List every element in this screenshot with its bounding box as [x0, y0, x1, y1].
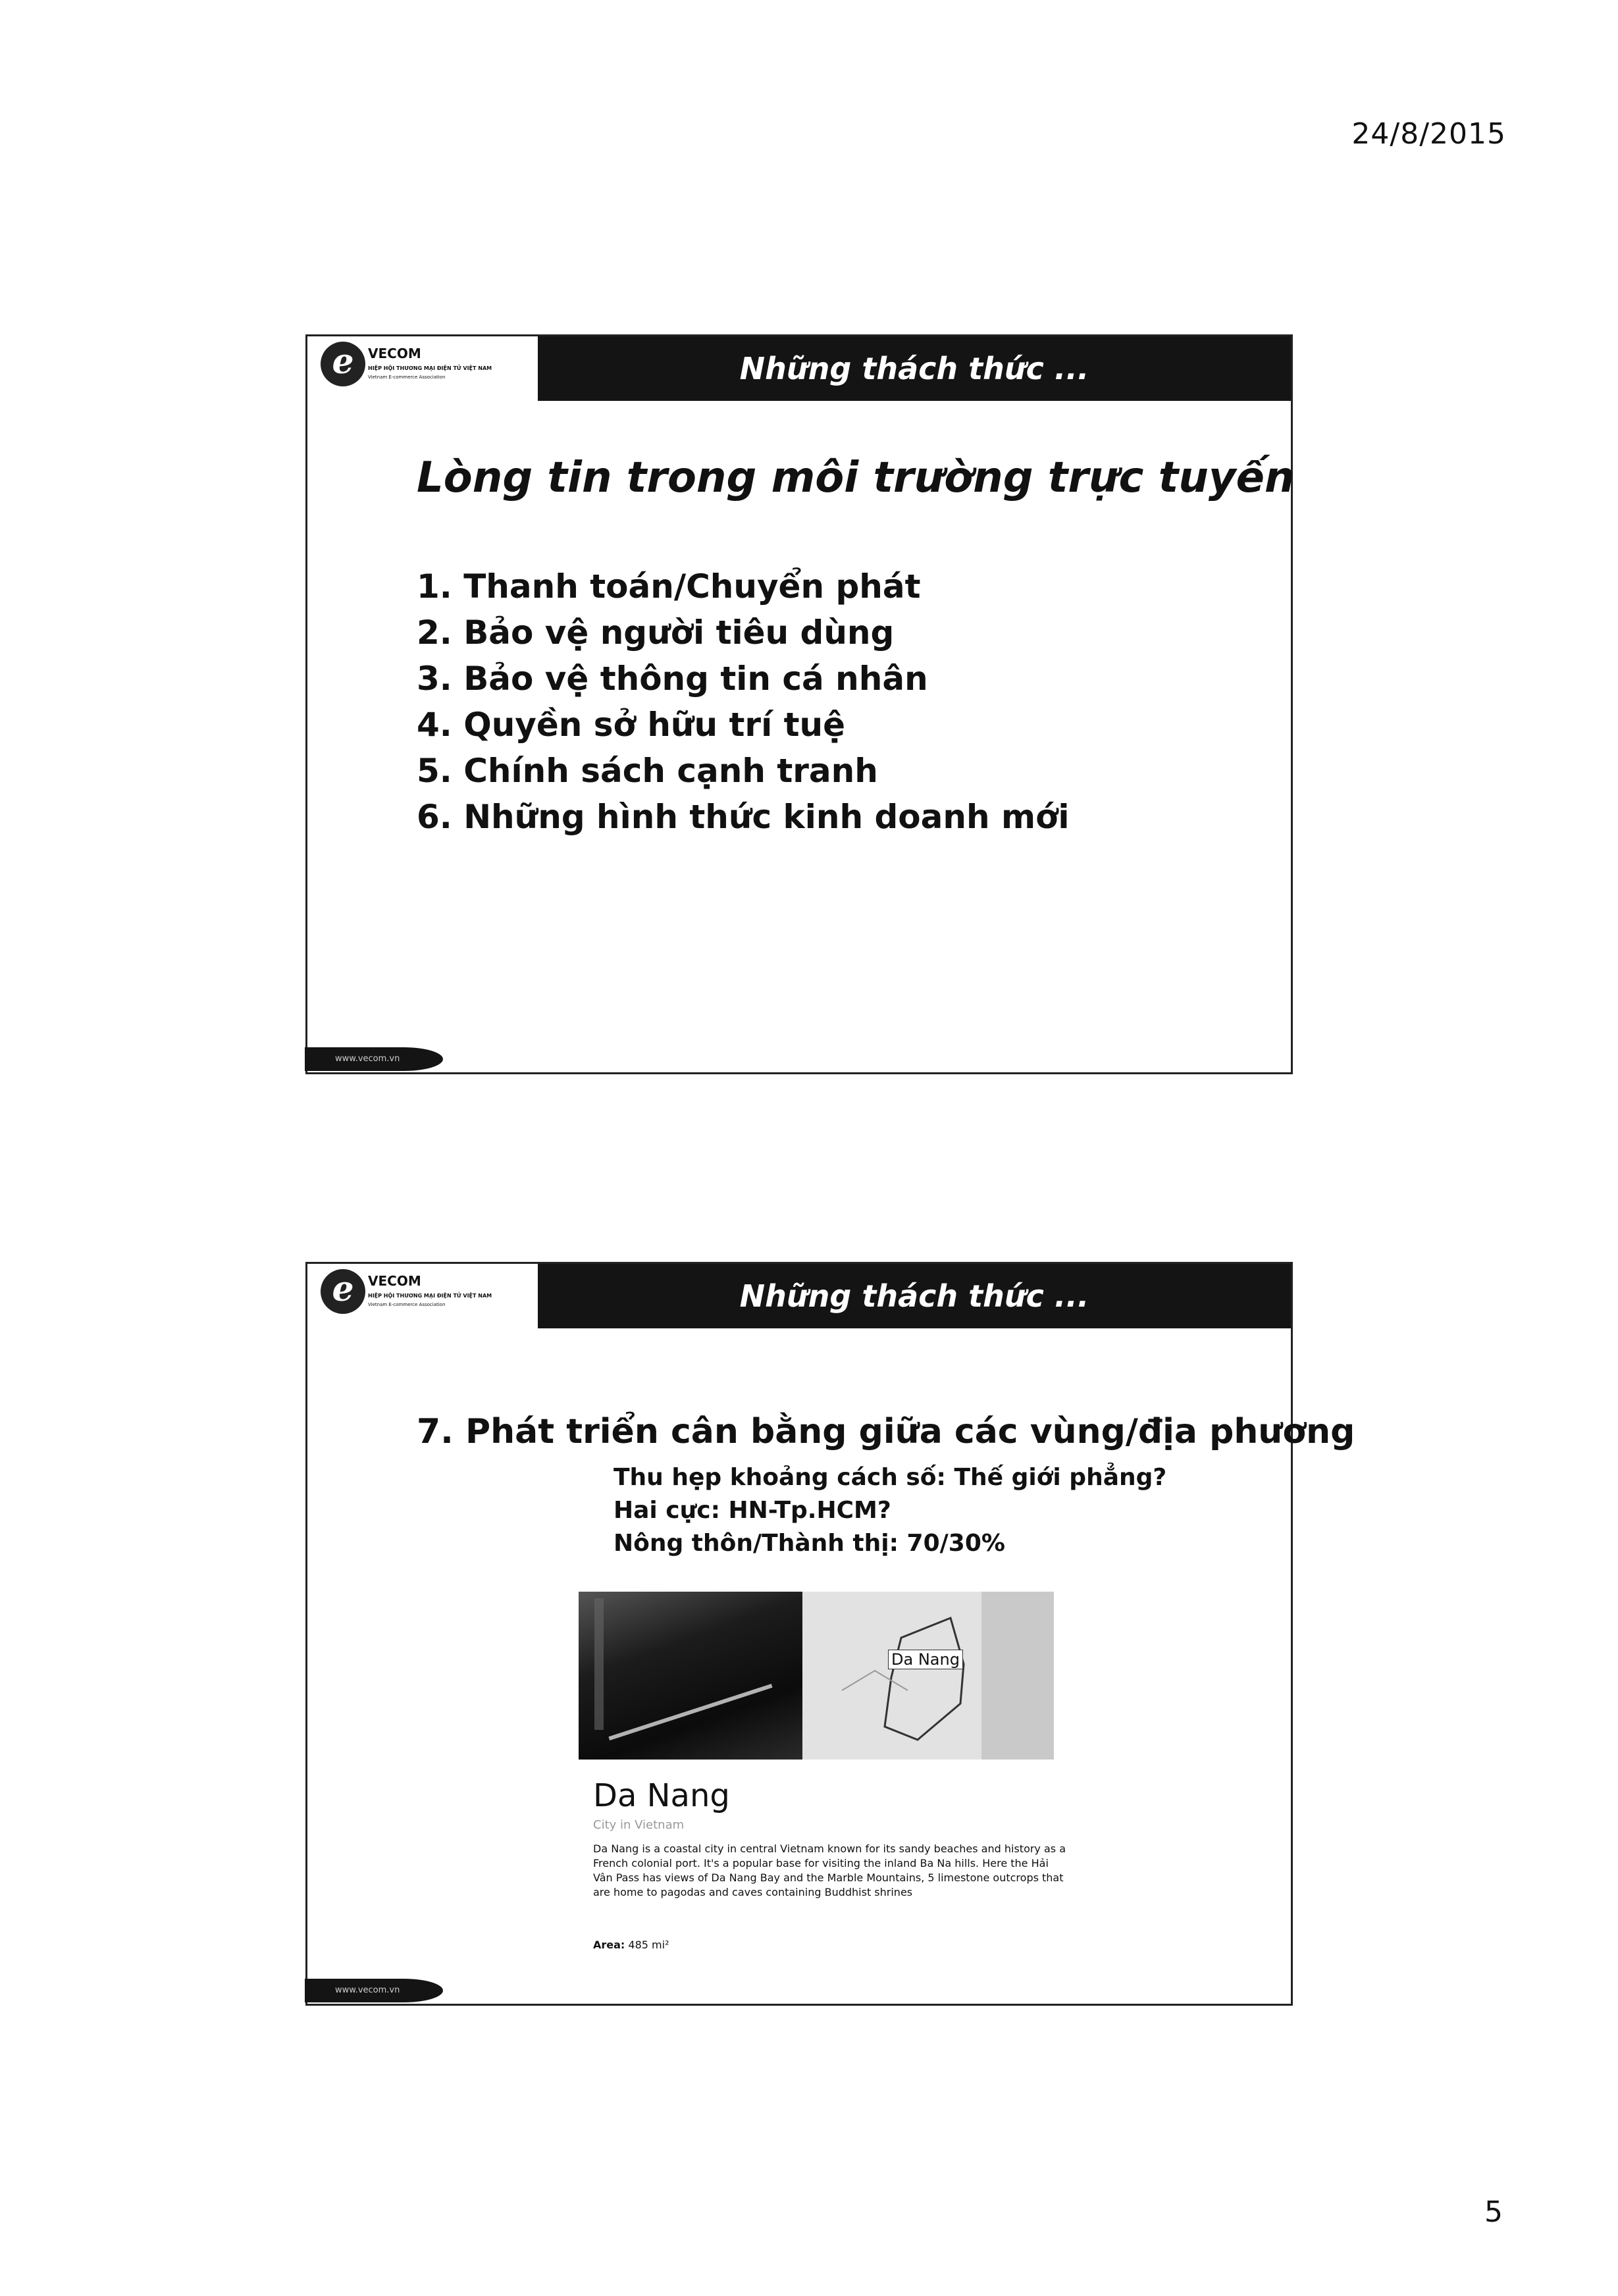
list-item: 2. Bảo vệ người tiêu dùng [417, 613, 895, 652]
vecom-logo [307, 336, 538, 401]
logo-subtitle-en: Vietnam E-commerce Association [368, 1302, 446, 1307]
list-item: Hai cực: HN-Tp.HCM? [613, 1497, 891, 1524]
list-item: Nông thôn/Thành thị: 70/30% [613, 1530, 1005, 1557]
slide-heading: Lòng tin trong môi trường trực tuyến [417, 454, 1295, 502]
logo-name: VECOM [368, 1273, 421, 1289]
list-item: 5. Chính sách cạnh tranh [417, 752, 878, 790]
area-label: Area: [593, 1939, 625, 1951]
list-item: Thu hẹp khoảng cách số: Thế giới phẳng? [613, 1464, 1167, 1491]
vecom-logo [307, 1264, 538, 1328]
vecom-logo-icon: e [321, 1269, 365, 1314]
logo-subtitle-vi: HIỆP HỘI THƯƠNG MẠI ĐIỆN TỬ VIỆT NAM [368, 365, 492, 371]
page-date: 24/8/2015 [1351, 117, 1506, 151]
page-number: 5 [1484, 2195, 1503, 2229]
slide-title: Những thách thức ... [538, 1264, 1291, 1328]
slide-1 [305, 334, 1293, 1074]
slide-title: Những thách thức ... [538, 336, 1291, 401]
list-item: 6. Những hình thức kinh doanh mới [417, 798, 1070, 836]
area-value: 485 mi² [628, 1939, 669, 1951]
map-label: Da Nang [888, 1650, 963, 1669]
logo-subtitle-vi: HIỆP HỘI THƯƠNG MẠI ĐIỆN TỬ VIỆT NAM [368, 1293, 492, 1299]
map-boundary-shape [802, 1592, 1054, 1760]
place-title: Da Nang [593, 1777, 730, 1814]
da-nang-photo [579, 1592, 802, 1760]
logo-subtitle-en: Vietnam E-commerce Association [368, 375, 446, 380]
photo-light-streak [608, 1684, 772, 1740]
photo-pillar [594, 1598, 604, 1730]
place-subtitle: City in Vietnam [593, 1818, 685, 1832]
list-item: 1. Thanh toán/Chuyển phát [417, 567, 921, 606]
da-nang-map [802, 1592, 1054, 1760]
footer-website: www.vecom.vn [305, 1979, 443, 2002]
slide-heading: 7. Phát triển cân bằng giữa các vùng/địa phương [417, 1412, 1355, 1451]
list-item: 3. Bảo vệ thông tin cá nhân [417, 660, 928, 698]
footer-website: www.vecom.vn [305, 1047, 443, 1071]
slide-2 [305, 1262, 1355, 2006]
place-area [593, 1939, 669, 1951]
subpoint-list [613, 1461, 1166, 1560]
place-description: Da Nang is a coastal city in central Vietnam known for its sandy beaches and history as a French colonial port. It's a popular base for visiting the inland Ba Na hills. Here the Hải Vân Pass has views of Da Nang Bay and the Marble Mountains, 5 limestone outcrops that are home to pagodas and caves containing Buddhist shrines [593, 1842, 1066, 1898]
list-item: 4. Quyền sở hữu trí tuệ [417, 706, 846, 744]
challenge-list [417, 563, 1070, 840]
vecom-logo-icon: e [321, 342, 365, 386]
logo-name: VECOM [368, 346, 421, 361]
